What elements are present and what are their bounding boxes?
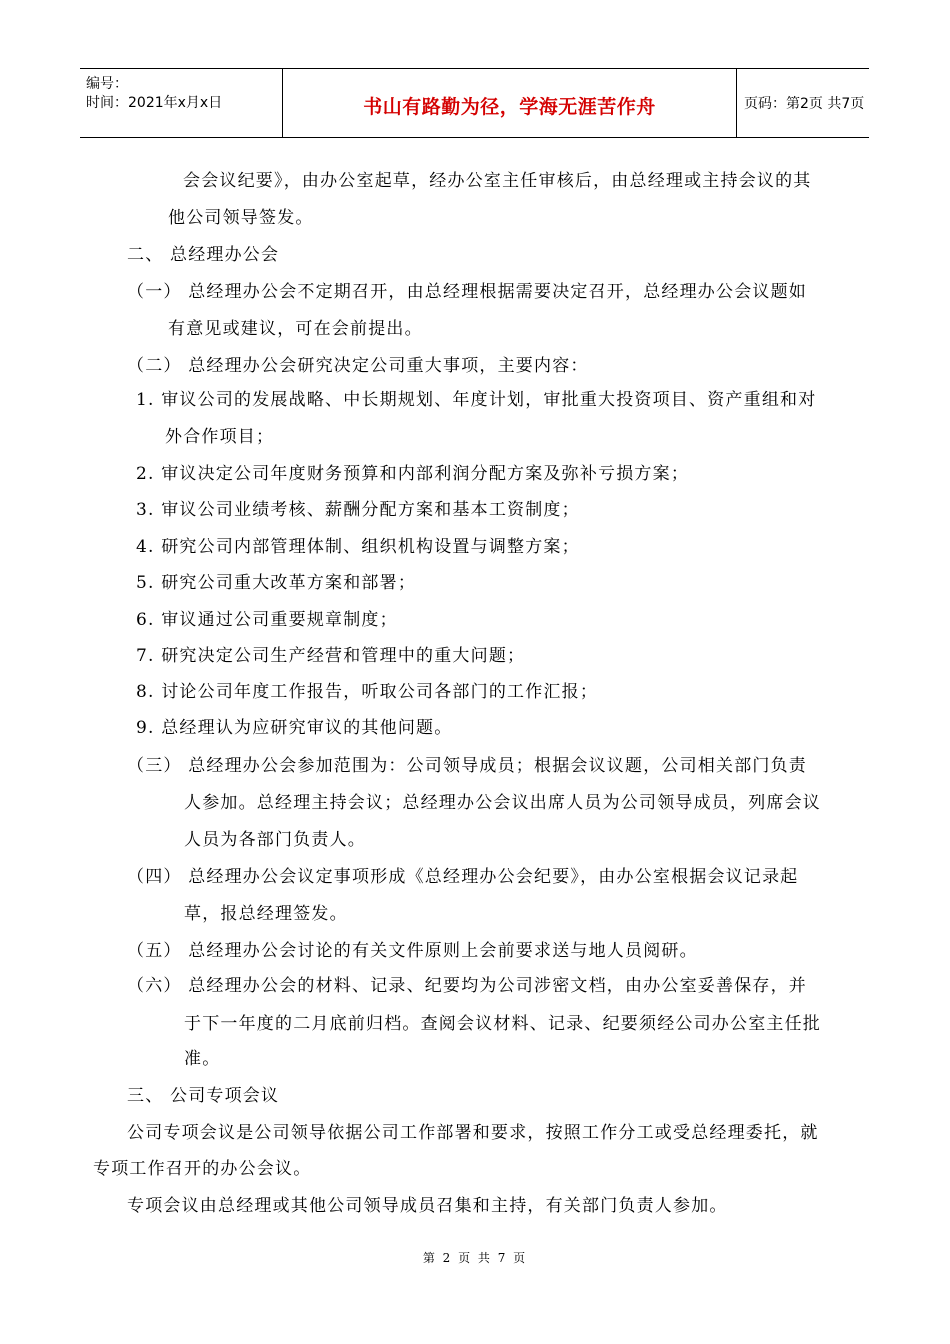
header-motto: 书山有路勤为径，学海无涯苦作舟 xyxy=(363,96,656,118)
header-meta-cell xyxy=(80,69,282,137)
body-line: （五） 总经理办公会讨论的有关文件原则上会前要求送与地人员阅研。 xyxy=(127,941,698,961)
list-item: 1. 审议公司的发展战略、中长期规划、年度计划，审批重大投资项目、资产重组和对 xyxy=(136,390,817,410)
header-motto-cell xyxy=(282,69,737,137)
body-line: 人参加。总经理主持会议；总经理办公会议出席人员为公司领导成员，列席会议 xyxy=(184,793,821,813)
page-footer: 第 2 页 共 7 页 xyxy=(422,1251,528,1265)
section-heading: 二、 总经理办公会 xyxy=(127,245,280,265)
body-line: 会会议纪要》，由办公室起草，经办公室主任审核后，由总经理或主持会议的其 xyxy=(183,171,812,191)
body-line: 于下一年度的二月底前归档。查阅会议材料、记录、纪要须经公司办公室主任批 xyxy=(184,1014,821,1034)
body-line: （三） 总经理办公会参加范围为：公司领导成员；根据会议议题，公司相关部门负责 xyxy=(127,756,808,776)
body-line: 有意见或建议，可在会前提出。 xyxy=(168,319,423,339)
doc-time-label: 时间：2021年x月x日 xyxy=(86,95,223,111)
doc-number-label: 编号： xyxy=(86,76,128,92)
list-item: 7. 研究决定公司生产经营和管理中的重大问题； xyxy=(136,646,526,666)
body-line: 外合作项目； xyxy=(165,427,275,447)
header-page-code: 页码：第2页 共7页 xyxy=(744,96,865,112)
body-line: 草，报总经理签发。 xyxy=(184,904,348,924)
list-item: 4. 研究公司内部管理体制、组织机构设置与调整方案； xyxy=(136,537,580,557)
body-line: 专项工作召开的办公会议。 xyxy=(93,1159,312,1179)
list-item: 2. 审议决定公司年度财务预算和内部利润分配方案及弥补亏损方案； xyxy=(136,464,690,484)
body-line: （一） 总经理办公会不定期召开，由总经理根据需要决定召开，总经理办公会议题如 xyxy=(127,282,808,302)
list-item: 6. 审议通过公司重要规章制度； xyxy=(136,610,398,630)
document-header xyxy=(80,68,869,138)
body-line: （四） 总经理办公会议定事项形成《总经理办公会纪要》，由办公室根据会议记录起 xyxy=(127,867,799,887)
body-line: 准。 xyxy=(184,1049,221,1069)
body-line: 人员为各部门负责人。 xyxy=(184,830,366,850)
list-item: 5. 研究公司重大改革方案和部署； xyxy=(136,573,417,593)
list-item: 3. 审议公司业绩考核、薪酬分配方案和基本工资制度； xyxy=(136,500,580,520)
body-line: 公司专项会议是公司领导依据公司工作部署和要求，按照工作分工或受总经理委托，就 xyxy=(127,1123,819,1143)
section-heading: 三、 公司专项会议 xyxy=(127,1086,280,1106)
list-item: 8. 讨论公司年度工作报告，听取公司各部门的工作汇报； xyxy=(136,682,599,702)
body-line: 专项会议由总经理或其他公司领导成员召集和主持，有关部门负责人参加。 xyxy=(127,1196,728,1216)
header-page-cell xyxy=(736,69,869,137)
body-line: （六） 总经理办公会的材料、记录、纪要均为公司涉密文档，由办公室妥善保存，并 xyxy=(127,976,808,996)
list-item: 9. 总经理认为应研究审议的其他问题。 xyxy=(136,718,453,738)
body-line: 他公司领导签发。 xyxy=(168,208,314,228)
body-line: （二） 总经理办公会研究决定公司重大事项，主要内容： xyxy=(127,356,589,376)
